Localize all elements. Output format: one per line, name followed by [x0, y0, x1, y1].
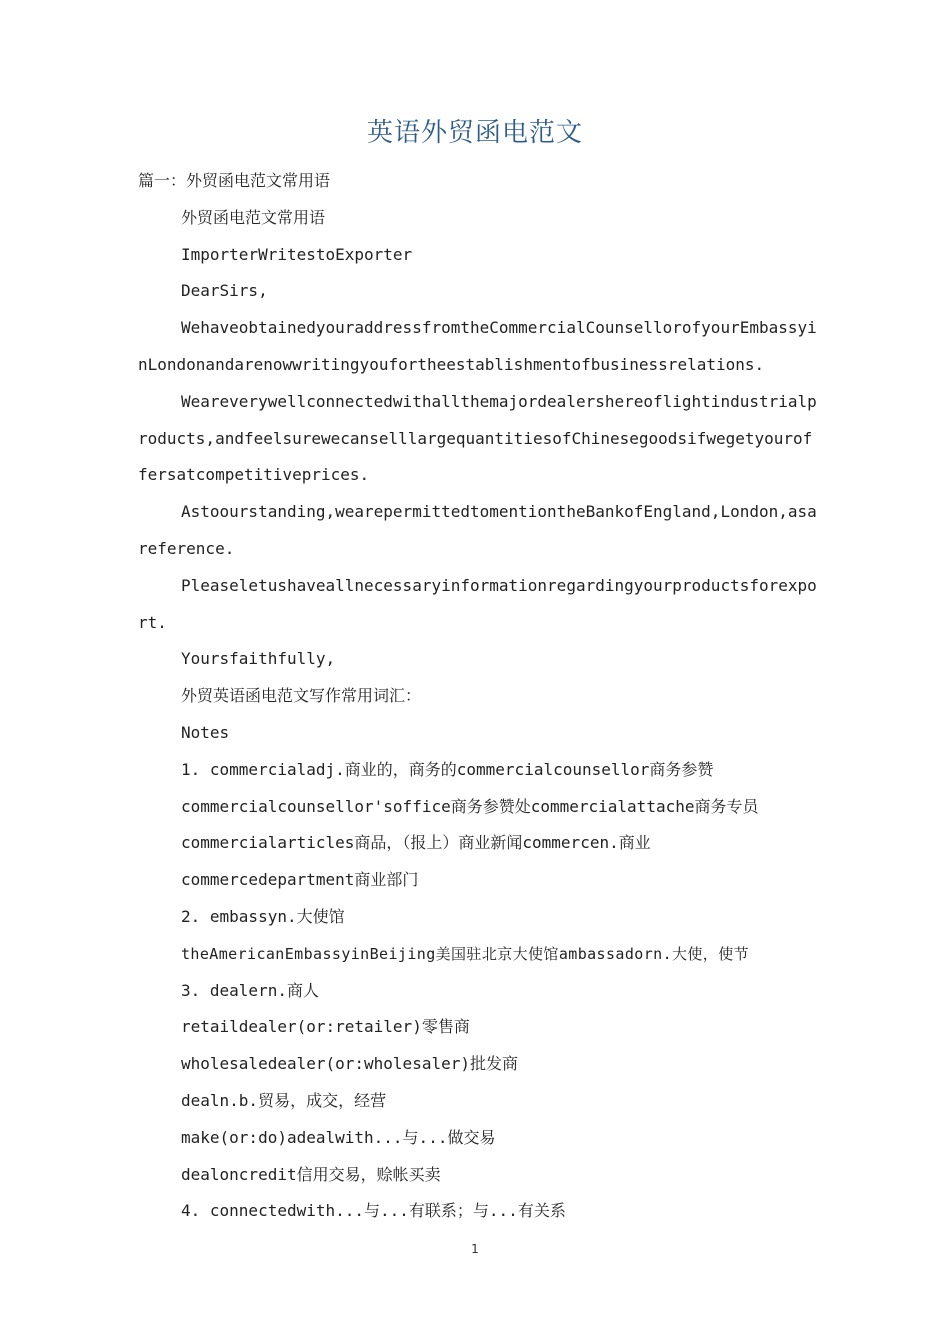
note-item: 3. dealern.商人: [181, 980, 319, 1000]
note-item: make(or:do)adealwith...与...做交易: [181, 1127, 496, 1147]
notes-heading: Notes: [181, 722, 230, 742]
paragraph-line: WehaveobtainedyouraddressfromtheCommercialCounsellorofyourEmbassyi: [181, 318, 817, 338]
vocab-heading: 外贸英语函电范文写作常用词汇：: [181, 686, 422, 706]
letter-salutation: DearSirs,: [181, 281, 268, 301]
note-item: 2. embassyn.大使馆: [181, 906, 345, 926]
letter-closing: Yoursfaithfully,: [181, 649, 336, 669]
note-item: wholesaledealer(or:wholesaler)批发商: [181, 1054, 518, 1074]
letter-heading: ImporterWritestoExporter: [181, 244, 413, 264]
note-item: theAmericanEmbassyinBeijing美国驻北京大使馆ambassadorn.大使，使节: [181, 944, 750, 963]
paragraph-line: roducts,andfeelsurewecanselllargequantitiesofChinesegoodsifwegetyourof: [138, 428, 813, 448]
note-item: commercedepartment商业部门: [181, 870, 419, 890]
paragraph-line: reference.: [138, 538, 235, 558]
note-item: dealn.b.贸易，成交，经营: [181, 1090, 387, 1110]
note-item: commercialcounsellor'soffice商务参赞处commercialattache商务专员: [181, 796, 759, 816]
note-item: 4. connectedwith...与...有联系；与...有关系: [181, 1201, 566, 1221]
paragraph-line: Pleaseletushaveallnecessaryinformationregardingyourproductsforexpo: [181, 575, 817, 595]
document-body: [138, 163, 818, 1230]
note-item: retaildealer(or:retailer)零售商: [181, 1017, 470, 1037]
subheading: 外贸函电范文常用语: [181, 207, 326, 227]
document-title: 英语外贸函电范文: [366, 118, 583, 148]
note-item: commercialarticles商品，（报上）商业新闻commercen.商业: [181, 833, 651, 853]
note-item: dealoncredit信用交易，赊帐买卖: [181, 1164, 441, 1184]
paragraph-line: Astoourstanding,wearepermittedtomentiontheBankofEngland,London,asa: [181, 502, 817, 522]
page-number: 1: [471, 1242, 479, 1256]
note-item: 1. commercialadj.商业的，商务的commercialcounsellor商务参赞: [181, 759, 714, 779]
paragraph-line: Weareverywellconnectedwithallthemajordealershereoflightindustrialp: [181, 391, 817, 411]
section-heading: 篇一：外贸函电范文常用语: [138, 171, 331, 190]
paragraph-line: nLondonandarenowwritingyoufortheestablishmentofbusinessrelations.: [138, 354, 765, 374]
paragraph-line: rt.: [138, 612, 167, 632]
paragraph-line: fersatcompetitiveprices.: [138, 465, 370, 485]
